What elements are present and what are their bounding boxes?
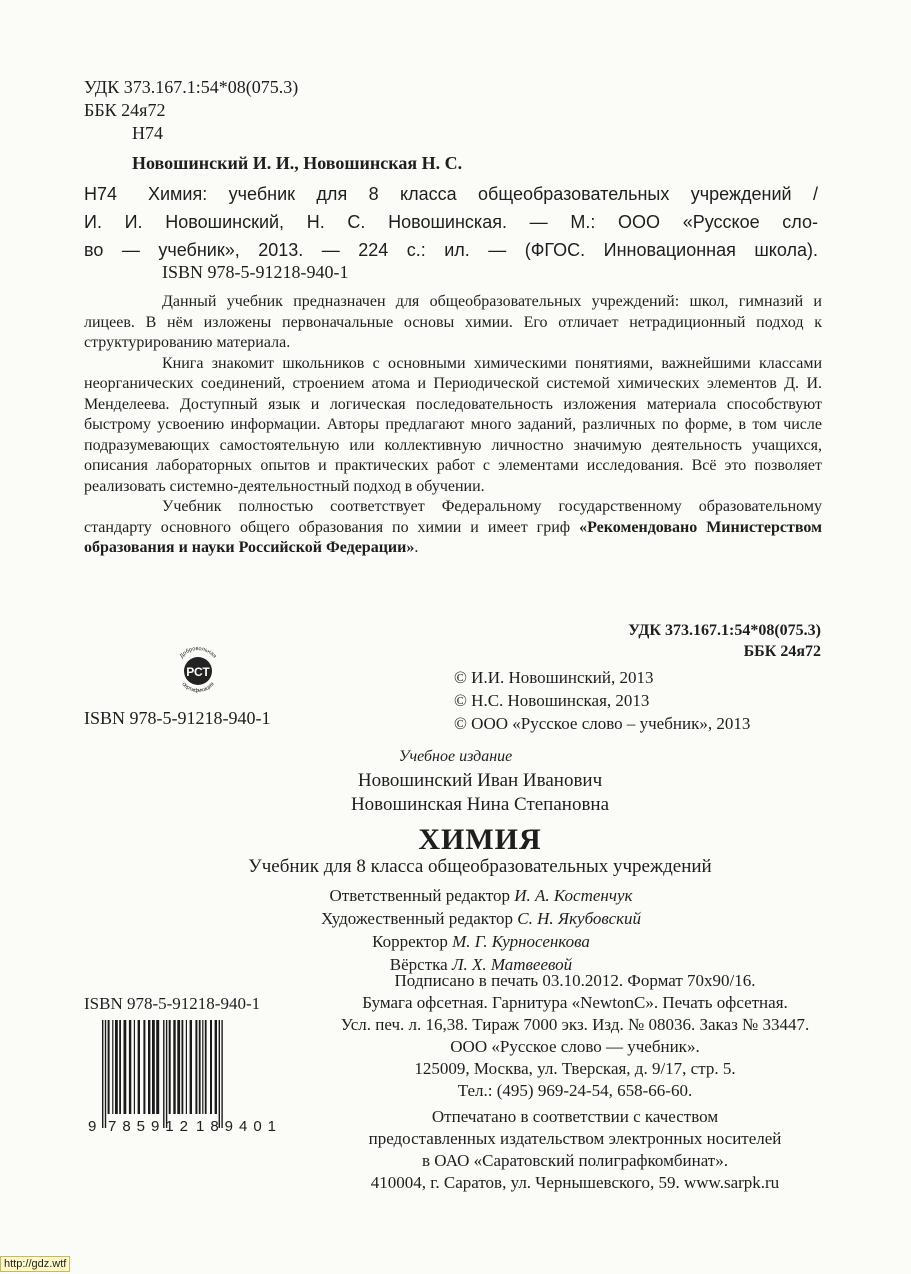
credit-role: Художественный редактор	[320, 909, 514, 928]
copyright-line: © И.И. Новошинский, 2013	[454, 668, 654, 687]
imprint-phone: Тел.: (495) 969-24-54, 658-66-60.	[457, 1081, 693, 1100]
author-mark: Н74	[132, 123, 163, 143]
svg-text:Добровольная: Добровольная	[178, 645, 218, 660]
annotation-paragraph-1: Данный учебник предназначен для общеобразовательных учреждений: школ, гимназий и лицеев. В нём изложены первоначальные основы химии. Его отличает нетрадиционный подход к структурированию материала.	[84, 293, 822, 351]
imprint-block	[0, 970, 911, 1194]
svg-text:сертификация: сертификация	[180, 681, 216, 695]
credit-person: М. Г. Курносенкова	[452, 932, 590, 951]
annotation-paragraph-3	[84, 497, 822, 559]
credit-role: Корректор	[372, 932, 448, 951]
annotation-paragraph-2: Книга знакомит школьников с основными химическими понятиями, важнейшими классами неорганических соединений, строением атома и Периодической системой химических элементов Д. И. Менделеева. Доступный язык и логическая последовательность изложения материала способствуют быстрому усвоению информации. Авторы предлагают много заданий, различных по форме, в том числе подразумевающих самостоятельную или коллективную личностно значимую деятельность учащихся, описания лабораторных опытов и практических работ с элементами исследования. Всё это позволяет реализовать системно-деятельностный подход в обучении.	[84, 354, 822, 495]
certification-seal-icon	[170, 642, 226, 698]
author-full-name: Новошинский Иван Иванович	[357, 770, 603, 791]
credit-line	[0, 930, 911, 953]
credit-line	[0, 907, 911, 930]
annotation-paragraph-3-text: Учебник полностью соответствует Федеральному государственному образовательному стандарту основного общего образования по химии и имеет гриф	[84, 498, 822, 536]
bbk-code: ББК 24я72	[84, 100, 166, 120]
imprint-printed-2: предоставленных издательством электронных носителей	[368, 1129, 782, 1148]
imprint-address: 125009, Москва, ул. Тверская, д. 9/17, стр. 5.	[414, 1059, 736, 1078]
credit-role: Ответственный редактор	[329, 886, 510, 905]
imprint-signed: Подписано в печать 03.10.2012. Формат 70х90/16.	[394, 971, 756, 990]
svg-text:РСТ: РСТ	[186, 665, 210, 679]
copyright-line: © ООО «Русское слово – учебник», 2013	[454, 714, 751, 733]
bibliographic-line-2: И. И. Новошинский, Н. С. Новошинская. — М.: ООО «Русское сло-	[84, 212, 818, 232]
copyright-list	[454, 666, 750, 735]
bibliographic-line-3: во — учебник», 2013. — 224 с.: ил. — (ФГОС. Инновационная школа).	[84, 240, 818, 260]
credit-person: Л. Х. Матвеевой	[451, 955, 573, 974]
editorial-credits	[0, 884, 911, 976]
imprint-print-data: Усл. печ. л. 16,38. Тираж 7000 экз. Изд. № 08036. Заказ № 33447.	[340, 1015, 810, 1034]
udk-code: УДК 373.167.1:54*08(075.3)	[84, 77, 299, 97]
isbn-barcode-label: ISBN 978-5-91218-940-1	[84, 994, 261, 1013]
udk-bbk-block	[84, 76, 298, 145]
isbn-middle: ISBN 978-5-91218-940-1	[84, 708, 271, 728]
copyright-line: © Н.С. Новошинская, 2013	[454, 691, 650, 710]
imprint-printed-1: Отпечатано в соответствии с качеством	[431, 1107, 719, 1126]
edition-type: Учебное издание	[398, 748, 513, 765]
credit-line	[0, 884, 911, 907]
recommendation-stamp-text: «Рекомендовано Министерством образования и науки Российской Федерации»	[84, 518, 823, 556]
authors-heading: Новошинский И. И., Новошинская Н. С.	[132, 153, 463, 173]
imprint-publisher: ООО «Русское слово — учебник».	[450, 1037, 700, 1056]
isbn-top: ISBN 978-5-91218-940-1	[162, 262, 349, 282]
book-title: ХИМИЯ	[418, 823, 542, 856]
udk-bbk-right	[628, 620, 821, 662]
credit-person: И. А. Костенчук	[514, 886, 633, 905]
bbk-code-right: ББК 24я72	[743, 643, 821, 660]
barcode-digits-right: 189401	[196, 1118, 276, 1134]
bibliographic-record	[84, 180, 818, 264]
annotation	[84, 292, 822, 559]
annotation-paragraph-3-end: .	[414, 539, 419, 556]
credit-role: Вёрстка	[389, 955, 448, 974]
barcode-digits-left: 785912	[108, 1118, 188, 1134]
imprint-printed-4: 410004, г. Саратов, ул. Чернышевского, 59. www.sarpk.ru	[370, 1173, 780, 1192]
book-subtitle: Учебник для 8 класса общеобразовательных учреждений	[248, 856, 712, 877]
imprint-paper: Бумага офсетная. Гарнитура «NewtonC». Печать офсетная.	[362, 993, 788, 1012]
imprint-printed-3: в ОАО «Саратовский полиграфкомбинат».	[422, 1151, 728, 1170]
watermark-link[interactable]: http://gdz.wtf	[0, 1256, 70, 1272]
bibliographic-line-1: Химия: учебник для 8 класса общеобразовательных учреждений /	[148, 184, 818, 204]
bibliographic-code: Н74	[84, 184, 118, 204]
barcode-digit-prefix: 9	[88, 1118, 97, 1134]
author-full-name: Новошинская Нина Степановна	[350, 794, 610, 815]
credit-person: С. Н. Якубовский	[517, 909, 642, 928]
udk-code-right: УДК 373.167.1:54*08(075.3)	[628, 622, 821, 639]
